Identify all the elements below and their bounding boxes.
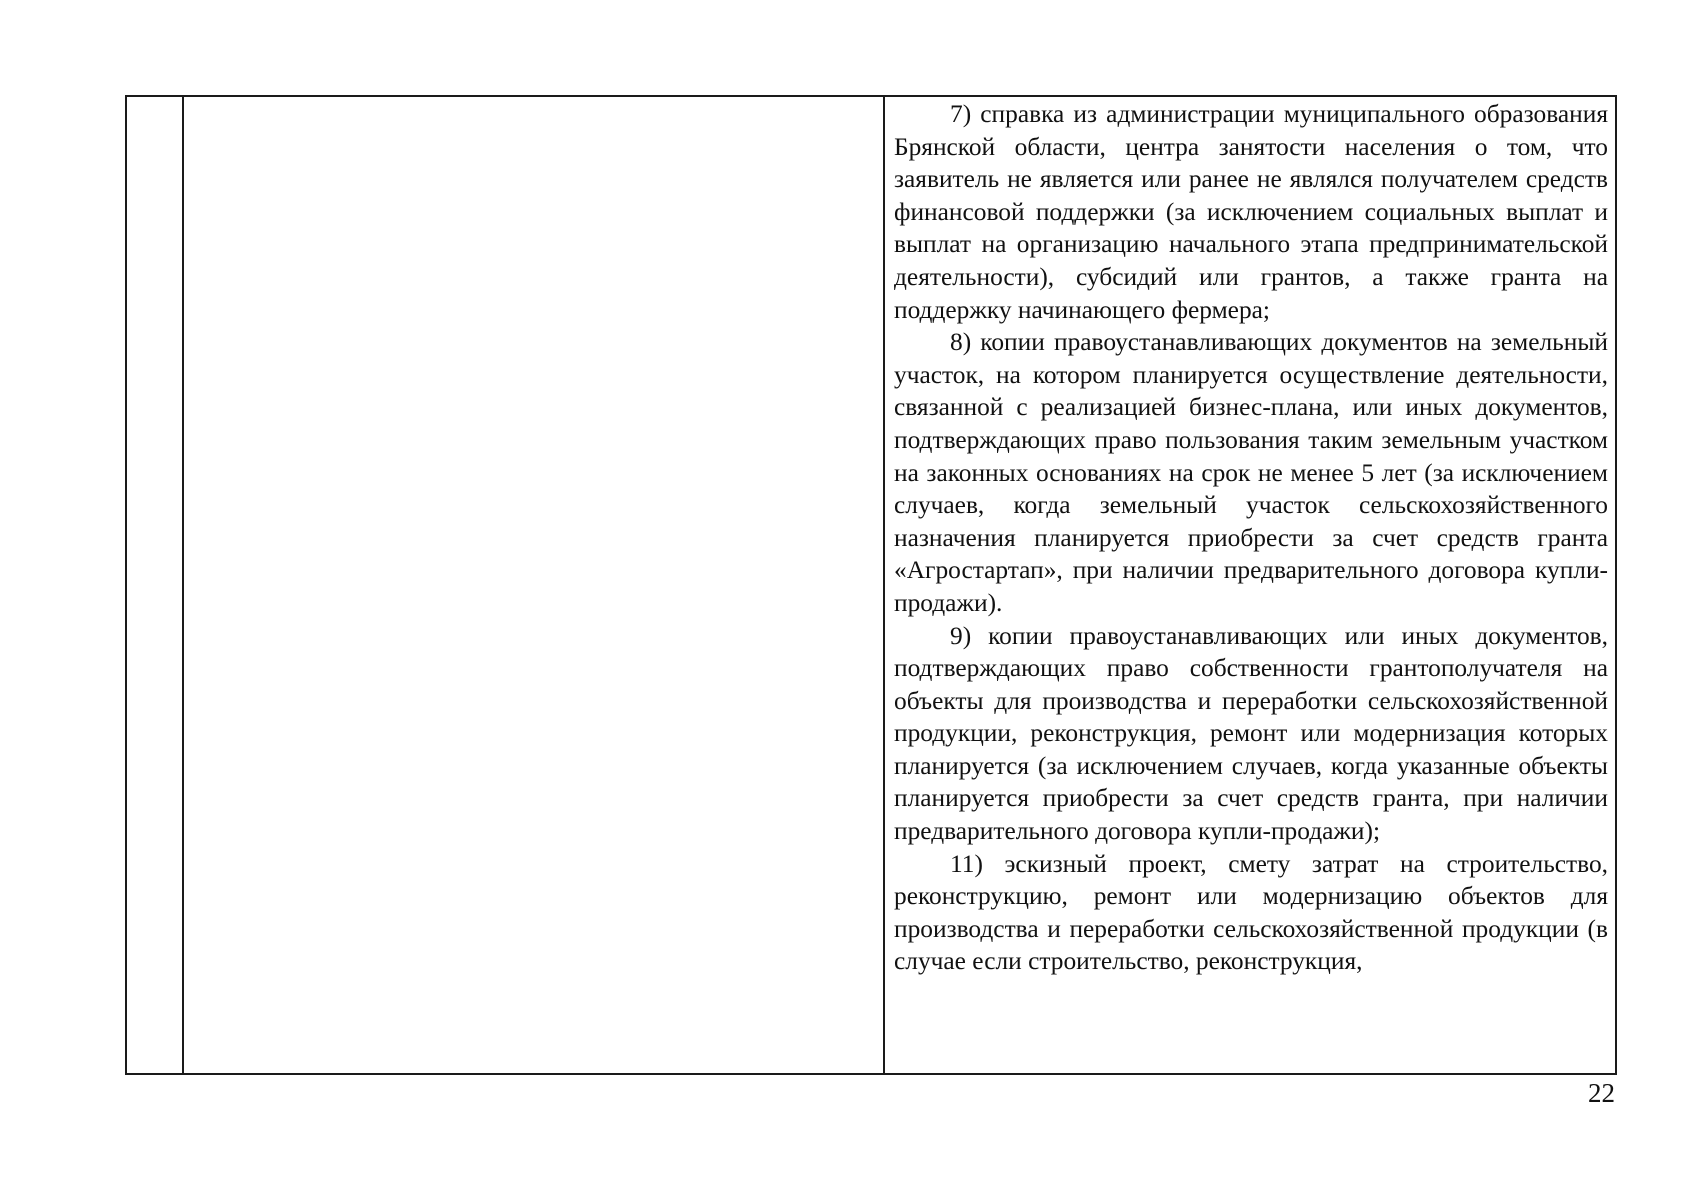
document-table: [125, 95, 1617, 1075]
requirements-text-cell: [894, 98, 1608, 978]
column-divider-first: [182, 97, 184, 1073]
page-number: 22: [1588, 1078, 1615, 1108]
column-divider-second: [883, 97, 885, 1073]
paragraph-item-11: 11) эскизный проект, смету затрат на строительство, реконструкцию, ремонт или модернизацию объектов для производства и переработки сельскохозяйственной продукции (в случае если строительство, реконструкция,: [894, 849, 1608, 976]
paragraph-item-9: 9) копии правоустанавливающих или иных документов, подтверждающих право собственности грантополучателя на объекты для производства и переработки сельскохозяйственной продукции, реконструкция, ремонт или модернизация которых планируется (за исключением случаев, когда указанные объекты планируется приобрести за счет средств гранта, при наличии предварительного договора купли-продажи);: [894, 621, 1608, 846]
paragraph-item-8: 8) копии правоустанавливающих документов на земельный участок, на котором планируется осуществление деятельности, связанной с реализацией бизнес-плана, или иных документов, подтверждающих право пользования таким земельным участком на законных основаниях на срок не менее 5 лет (за исключением случаев, когда земельный участок сельскохозяйственного назначения планируется приобрести за счет средств гранта «Агростартап», при наличии предварительного договора купли-продажи).: [894, 328, 1608, 617]
paragraph-item-7: 7) справка из администрации муниципального образования Брянской области, центра занятости населения о том, что заявитель не является или ранее не являлся получателем средств финансовой поддержки (за исключением социальных выплат и выплат на организацию начального этапа предпринимательской деятельности), субсидий или грантов, а также гранта на поддержку начинающего фермера;: [894, 100, 1608, 324]
